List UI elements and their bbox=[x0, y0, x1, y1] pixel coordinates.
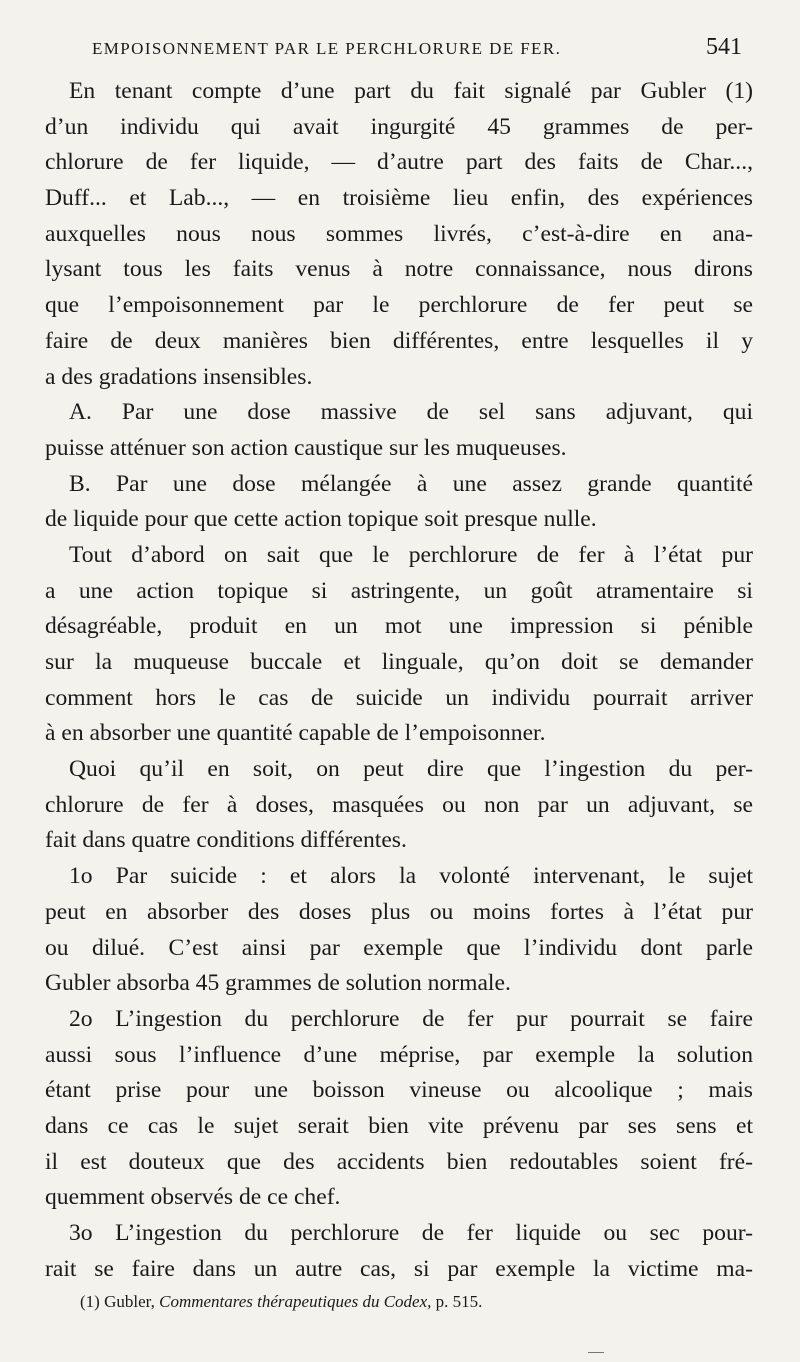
text-line: peut en absorber des doses plus ou moins fortes à l’état pur bbox=[45, 898, 753, 925]
body-text bbox=[45, 74, 753, 1287]
text-line: comment hors le cas de suicide un individu pourrait arriver bbox=[45, 684, 753, 711]
footnote-title: Commentares thérapeutiques du Codex, bbox=[159, 1292, 432, 1311]
text-line: lysant tous les faits venus à notre connaissance, nous dirons bbox=[45, 256, 753, 283]
text-line: Tout d’abord on sait que le perchlorure de fer à l’état pur bbox=[69, 541, 753, 568]
text-line: faire de deux manières bien différentes, entre lesquelles il y bbox=[45, 327, 753, 354]
text-line: d’un individu qui avait ingurgité 45 grammes de per- bbox=[45, 113, 753, 140]
text-line: ou dilué. C’est ainsi par exemple que l’individu dont parle bbox=[45, 934, 753, 961]
text-line: chlorure de fer liquide, — d’autre part des faits de Char..., bbox=[45, 149, 753, 176]
text-line: En tenant compte d’une part du fait signalé par Gubler (1) bbox=[69, 78, 753, 104]
text-line: sur la muqueuse buccale et linguale, qu’on doit se demander bbox=[45, 649, 753, 675]
running-title: EMPOISONNEMENT PAR LE PERCHLORURE DE FER. bbox=[92, 39, 562, 58]
text-line: de liquide pour que cette action topique soit presque nulle. bbox=[45, 506, 597, 533]
text-line: chlorure de fer à doses, masquées ou non par un adjuvant, se bbox=[45, 791, 753, 818]
running-head bbox=[92, 34, 742, 61]
text-line: puisse atténuer son action caustique sur les muqueuses. bbox=[45, 434, 567, 461]
text-line: Quoi qu’il en soit, on peut dire que l’ingestion du per- bbox=[69, 756, 753, 783]
footnote bbox=[80, 1292, 482, 1312]
text-line: rait se faire dans un autre cas, si par exemple la victime ma- bbox=[45, 1255, 753, 1282]
bottom-rule bbox=[588, 1352, 604, 1353]
text-line: Gubler absorba 45 grammes de solution normale. bbox=[45, 970, 511, 997]
text-line: 3o L’ingestion du perchlorure de fer liquide ou sec pour- bbox=[69, 1220, 753, 1246]
text-line: auxquelles nous nous sommes livrés, c’est-à-dire en ana- bbox=[45, 220, 753, 247]
text-line: à en absorber une quantité capable de l’empoisonner. bbox=[45, 720, 546, 747]
text-line: aussi sous l’influence d’une méprise, par exemple la solution bbox=[45, 1041, 753, 1068]
text-line: 2o L’ingestion du perchlorure de fer pur pourrait se faire bbox=[69, 1005, 753, 1032]
text-line: dans ce cas le sujet serait bien vite prévenu par ses sens et bbox=[45, 1112, 753, 1139]
text-line: quemment observés de ce chef. bbox=[45, 1184, 341, 1211]
footnote-page: p. 515. bbox=[435, 1292, 483, 1311]
page-number: 541 bbox=[706, 34, 742, 60]
text-line: fait dans quatre conditions différentes. bbox=[45, 827, 407, 854]
text-line: 1o Par suicide : et alors la volonté intervenant, le sujet bbox=[69, 863, 753, 890]
text-line: étant prise pour une boisson vineuse ou alcoolique ; mais bbox=[45, 1077, 753, 1104]
text-line: A. Par une dose massive de sel sans adjuvant, qui bbox=[69, 399, 753, 426]
text-line: Duff... et Lab..., — en troisième lieu enfin, des expériences bbox=[45, 185, 753, 212]
text-line: désagréable, produit en un mot une impression si pénible bbox=[45, 613, 753, 640]
text-line: a des gradations insensibles. bbox=[45, 363, 313, 390]
footnote-marker: (1) Gubler, bbox=[80, 1292, 155, 1311]
text-line: B. Par une dose mélangée à une assez grande quantité bbox=[69, 470, 753, 497]
text-line: il est douteux que des accidents bien redoutables soient fré- bbox=[45, 1148, 753, 1175]
text-line: a une action topique si astringente, un goût atramentaire si bbox=[45, 577, 753, 604]
text-line: que l’empoisonnement par le perchlorure de fer peut se bbox=[45, 292, 753, 319]
